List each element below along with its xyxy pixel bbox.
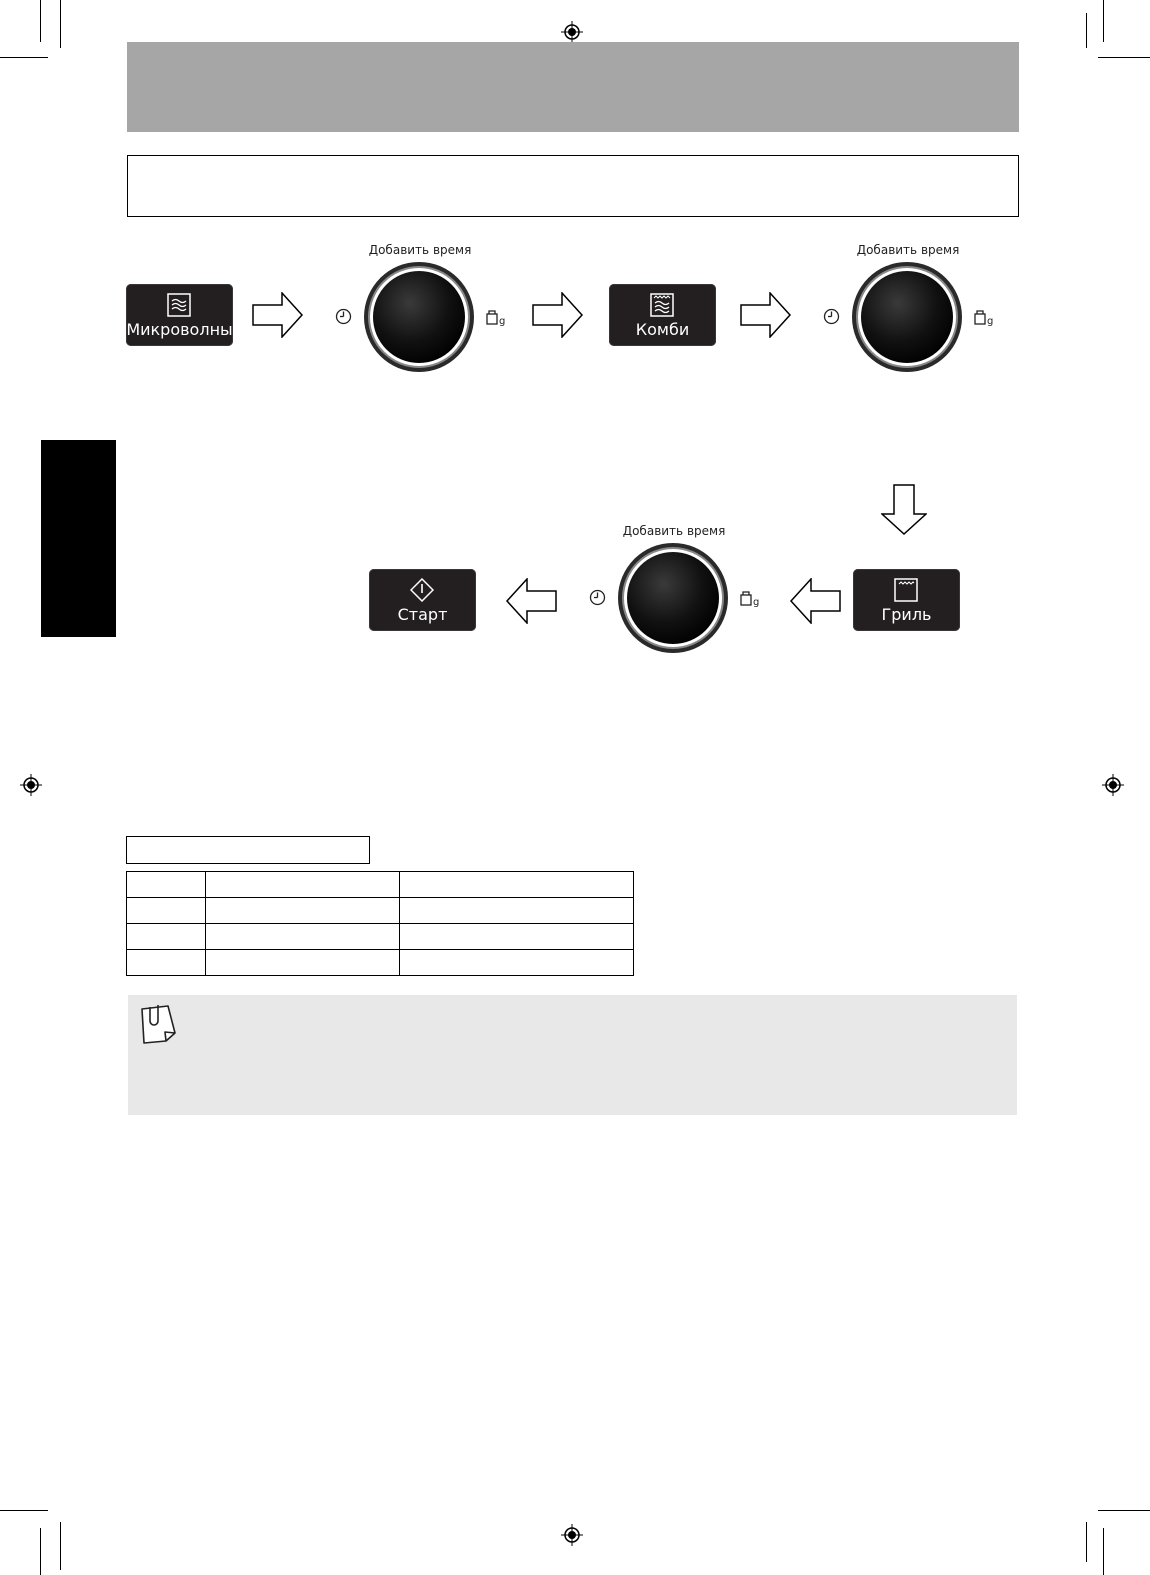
table-cell	[127, 950, 206, 976]
clock-icon	[335, 308, 352, 325]
table-cell	[127, 924, 206, 950]
crop-mark	[1103, 0, 1104, 42]
arrow-right-icon	[532, 292, 584, 338]
combi-button[interactable]	[609, 284, 716, 346]
start-button-label: Старт	[397, 605, 448, 624]
clock-icon	[589, 589, 606, 606]
add-time-label: Добавить время	[368, 243, 472, 257]
time-knob-group	[320, 243, 520, 383]
crop-mark	[1086, 1522, 1087, 1562]
grill-button-label: Гриль	[881, 605, 932, 624]
note-paperclip-icon	[138, 1003, 178, 1045]
arrow-left-icon	[505, 578, 557, 624]
table-cell	[400, 898, 634, 924]
microwave-button-label: Микроволны	[126, 320, 233, 339]
table-row	[127, 924, 634, 950]
section-title-box	[127, 155, 1019, 217]
time-knob-group	[808, 243, 1008, 383]
crop-mark	[40, 0, 41, 42]
registration-mark-icon	[561, 21, 583, 43]
crop-mark	[60, 1522, 61, 1570]
microwave-waves-icon	[167, 293, 191, 317]
table-cell	[400, 924, 634, 950]
table-cell	[127, 872, 206, 898]
crop-mark	[0, 57, 48, 58]
combi-icon	[650, 293, 674, 317]
arrow-down-icon	[881, 484, 927, 536]
start-diamond-icon	[410, 578, 434, 602]
crop-mark	[40, 1528, 41, 1575]
crop-mark	[0, 1510, 48, 1511]
table-cell	[400, 950, 634, 976]
table-cell	[206, 872, 400, 898]
dial-knob[interactable]	[616, 541, 730, 655]
crop-mark	[60, 0, 61, 48]
registration-mark-icon	[561, 1524, 583, 1546]
add-time-label: Добавить время	[856, 243, 960, 257]
combi-button-label: Комби	[635, 320, 690, 339]
clock-icon	[823, 308, 840, 325]
microwave-button[interactable]	[126, 284, 233, 346]
grill-button[interactable]	[853, 569, 960, 631]
dial-knob[interactable]	[850, 260, 964, 374]
side-language-tab	[41, 440, 116, 637]
registration-mark-icon	[20, 774, 42, 796]
table-cell	[206, 898, 400, 924]
table-row	[127, 898, 634, 924]
settings-table	[126, 871, 634, 976]
registration-mark-icon	[1102, 774, 1124, 796]
grill-icon	[894, 578, 918, 602]
crop-mark	[1103, 1528, 1104, 1575]
crop-mark	[1098, 1510, 1150, 1511]
add-time-label: Добавить время	[622, 524, 726, 538]
arrow-right-icon	[740, 292, 792, 338]
svg-text:g: g	[753, 597, 760, 607]
table-row	[127, 872, 634, 898]
svg-text:g: g	[987, 316, 994, 326]
crop-mark	[1098, 57, 1150, 58]
weight-icon	[740, 589, 762, 607]
note-box	[128, 995, 1017, 1115]
table-cell	[400, 872, 634, 898]
weight-icon	[974, 308, 996, 326]
table-cell	[206, 924, 400, 950]
table-caption-box	[126, 836, 370, 864]
table-cell	[127, 898, 206, 924]
table-cell	[206, 950, 400, 976]
arrow-right-icon	[252, 292, 304, 338]
weight-icon	[486, 308, 508, 326]
table-row	[127, 950, 634, 976]
crop-mark	[1086, 13, 1087, 48]
start-button[interactable]	[369, 569, 476, 631]
page-header-bar	[127, 42, 1019, 132]
svg-text:g: g	[499, 316, 506, 326]
arrow-left-icon	[789, 578, 841, 624]
time-knob-group	[574, 524, 774, 664]
dial-knob[interactable]	[362, 260, 476, 374]
